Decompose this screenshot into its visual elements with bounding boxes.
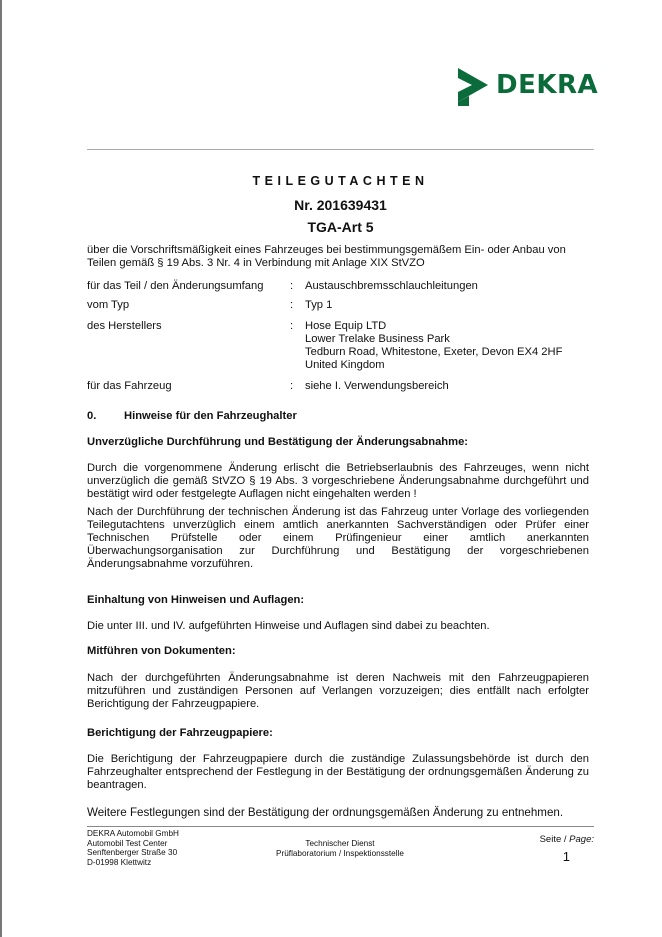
manufacturer-line: Tedburn Road, Whitestone, Exeter, Devon EX4 2HF (305, 346, 563, 358)
detail-label: vom Typ (87, 299, 130, 311)
paragraph: Nach der durchgeführten Änderungsabnahme ist deren Nachweis mit den Fahrzeugpapieren mitzuführen und zuständigen Personen auf Verlangen vorzuzeigen; dies entfällt nach erfolgter Berichtigung der Fahrzeugpapiere. (87, 672, 589, 710)
intro-text: über die Vorschriftsmäßigkeit eines Fahrzeuges bei bestimmungsgemäßem Ein- oder Anbau von Teilen gemäß § 19 Abs. 3 Nr. 4 in Verbindung mit Anlage XIX StVZO (87, 244, 566, 269)
footer-address-line: D-01998 Klettwitz (87, 857, 152, 867)
detail-value: siehe I. Verwendungsbereich (305, 380, 449, 392)
section-title: Hinweise für den Fahrzeughalter (124, 410, 297, 422)
paragraph: Die Berichtigung der Fahrzeugpapiere durch die zuständige Zulassungsbehörde ist durch den Fahrzeughalter entsprechend der Festlegung in der Bestätigung der ordnungsgemäßen Änderung zu beantragen. (87, 753, 589, 791)
manufacturer-line: Hose Equip LTD (305, 320, 387, 332)
page-label-de: Seite / (539, 834, 570, 845)
detail-colon: : (290, 299, 294, 311)
footer-divider (87, 826, 594, 827)
subheading-auflagen: Einhaltung von Hinweisen und Auflagen: (87, 594, 305, 606)
footer-address (87, 829, 179, 867)
footer-center-line: Prüflaboratorium / Inspektionsstelle (276, 848, 404, 858)
detail-colon: : (290, 380, 294, 392)
paragraph: Durch die vorgenommene Änderung erlischt die Betriebserlaubnis des Fahrzeuges, wenn nicht unverzüglich die gemäß StVZO § 19 Abs. 3 vorgeschriebene Änderungsabnahme durchgeführt und bestätigt wird oder festgelegte Auflagen nicht eingehalten werden ! (87, 462, 589, 500)
manufacturer-line: United Kingdom (305, 359, 385, 371)
detail-label: für das Teil / den Änderungsumfang (87, 280, 264, 292)
manufacturer-line: Lower Trelake Business Park (305, 333, 450, 345)
brand-name: DEKRA (496, 70, 599, 100)
footer-address-line: DEKRA Automobil GmbH (87, 829, 179, 838)
footer-address-line: Senftenberger Straße 30 (87, 848, 178, 857)
subheading-durchfuehrung: Unverzügliche Durchführung und Bestätigung der Änderungsabnahme: (87, 436, 469, 448)
page-label (520, 834, 594, 845)
manufacturer-address (305, 320, 562, 372)
document-type: TGA-Art 5 (307, 219, 374, 235)
detail-value: Typ 1 (305, 299, 333, 311)
page-left-edge (0, 0, 2, 937)
paragraph: Die unter III. und IV. aufgeführten Hinweise und Auflagen sind dabei zu beachten. (87, 620, 490, 632)
detail-label: für das Fahrzeug (87, 380, 172, 392)
paragraph: Nach der Durchführung der technischen Änderung ist das Fahrzeug unter Vorlage des vorliegenden Teilegutachtens unverzüglich einem amtlich anerkannten Sachverständigen oder Prüfer einer Technischen Prüfstelle oder einem Prüfingenieur einer amtlich anerkannten Überwachungsorganisation zur Durchführung und Bestätigung der vorgeschriebenen Änderungsabnahme vorzuführen. (87, 506, 589, 570)
document-number: Nr. 201639431 (294, 197, 387, 213)
section-number: 0. (87, 410, 97, 422)
document-title: TEILEGUTACHTEN (252, 174, 429, 188)
detail-colon: : (290, 320, 294, 332)
page-label-en: Page: (569, 834, 594, 845)
detail-colon: : (290, 280, 294, 292)
footer-address-line: Automobil Test Center (87, 838, 168, 848)
detail-value: Austauschbremsschlauchleitungen (305, 280, 478, 292)
page-number: 1 (562, 849, 570, 864)
subheading-dokumente: Mitführen von Dokumenten: (87, 645, 236, 657)
header-divider (87, 149, 594, 150)
subheading-berichtigung: Berichtigung der Fahrzeugpapiere: (87, 727, 273, 739)
detail-label: des Herstellers (87, 320, 162, 332)
footer-center (240, 839, 440, 858)
dekra-arrow-icon (456, 68, 490, 106)
paragraph: Weitere Festlegungen sind der Bestätigung der ordnungsgemäßen Änderung zu entnehmen. (87, 806, 564, 819)
footer-center-line: Technischer Dienst (305, 839, 375, 848)
dekra-logo (456, 68, 599, 108)
